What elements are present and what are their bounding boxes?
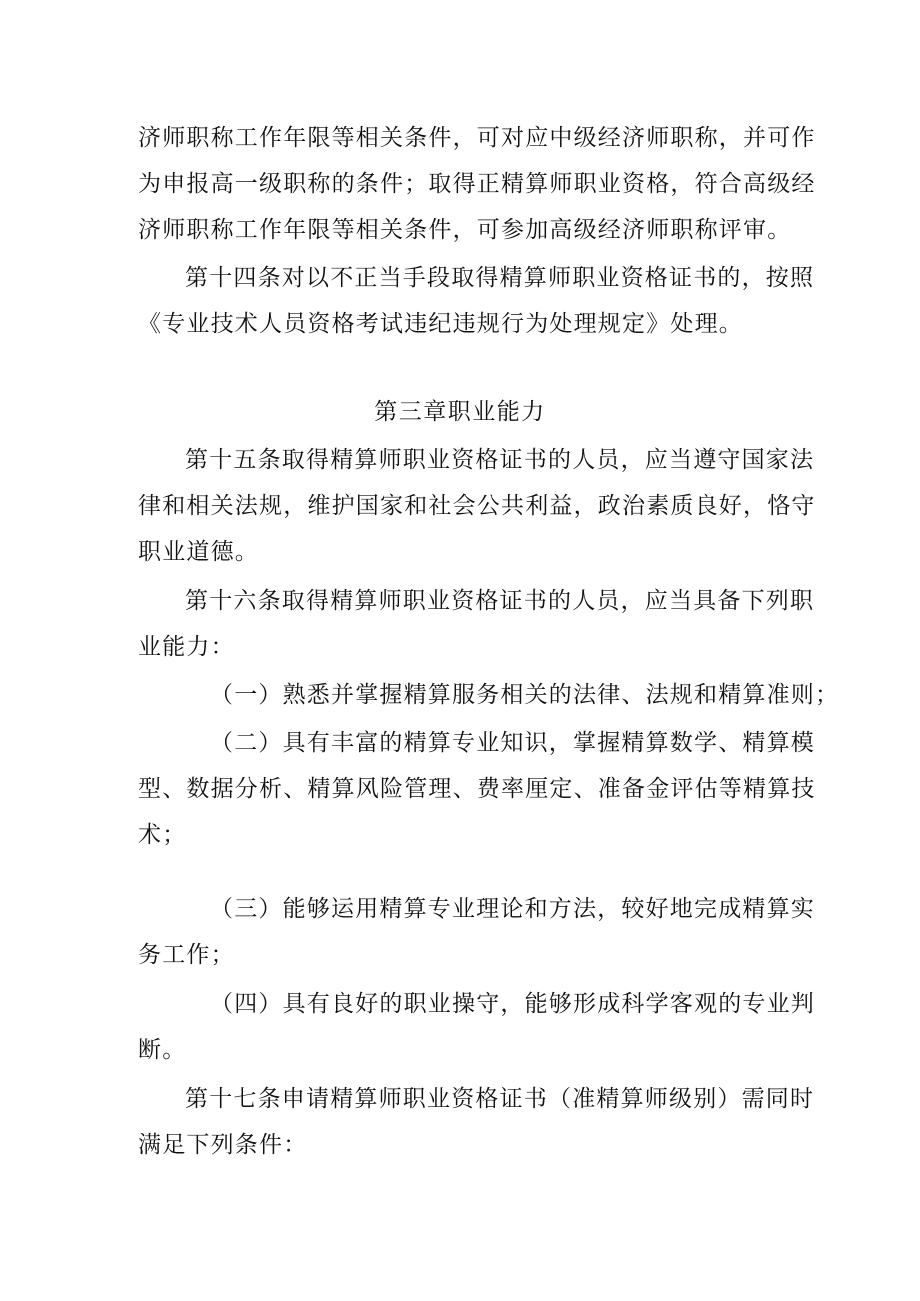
paragraph-line: 断。 xyxy=(138,1037,187,1063)
paragraph-line: 型、数据分析、精算风险管理、费率厘定、准备金评估等精算技 xyxy=(138,776,816,802)
list-item-2: （二）具有丰富的精算专业知识，掌握精算数学、精算模 xyxy=(210,730,815,756)
paragraph-line: 职业道德。 xyxy=(138,539,259,565)
list-item-4: （四）具有良好的职业操守，能够形成科学客观的专业判 xyxy=(210,991,815,1017)
list-item-3: （三）能够运用精算专业理论和方法，较好地完成精算实 xyxy=(210,896,815,922)
paragraph-line: 《专业技术人员资格考试违纪违规行为处理规定》处理。 xyxy=(138,311,743,337)
paragraph-line: 务工作； xyxy=(138,942,235,968)
article-17-line: 第十七条申请精算师职业资格证书（准精算师级别）需同时 xyxy=(185,1086,815,1112)
paragraph-line: 业能力： xyxy=(138,634,235,660)
paragraph-line: 为申报高一级职称的条件；取得正精算师职业资格，符合高级经 xyxy=(138,171,816,197)
article-14-line: 第十四条对以不正当手段取得精算师职业资格证书的，按照 xyxy=(185,265,815,291)
paragraph-line: 济师职称工作年限等相关条件，可参加高级经济师职称评审。 xyxy=(138,217,792,243)
chapter-heading: 第三章职业能力 xyxy=(374,399,546,425)
paragraph-line: 律和相关法规，维护国家和社会公共利益，政治素质良好，恪守 xyxy=(138,493,816,519)
article-16-line: 第十六条取得精算师职业资格证书的人员，应当具备下列职 xyxy=(185,588,815,614)
article-15-line: 第十五条取得精算师职业资格证书的人员，应当遵守国家法 xyxy=(185,447,815,473)
list-item-1: （一）熟悉并掌握精算服务相关的法律、法规和精算准则； xyxy=(210,682,840,708)
paragraph-line: 满足下列条件： xyxy=(138,1132,308,1158)
paragraph-line: 济师职称工作年限等相关条件，可对应中级经济师职称，并可作 xyxy=(138,125,816,151)
paragraph-line: 术； xyxy=(138,822,187,848)
